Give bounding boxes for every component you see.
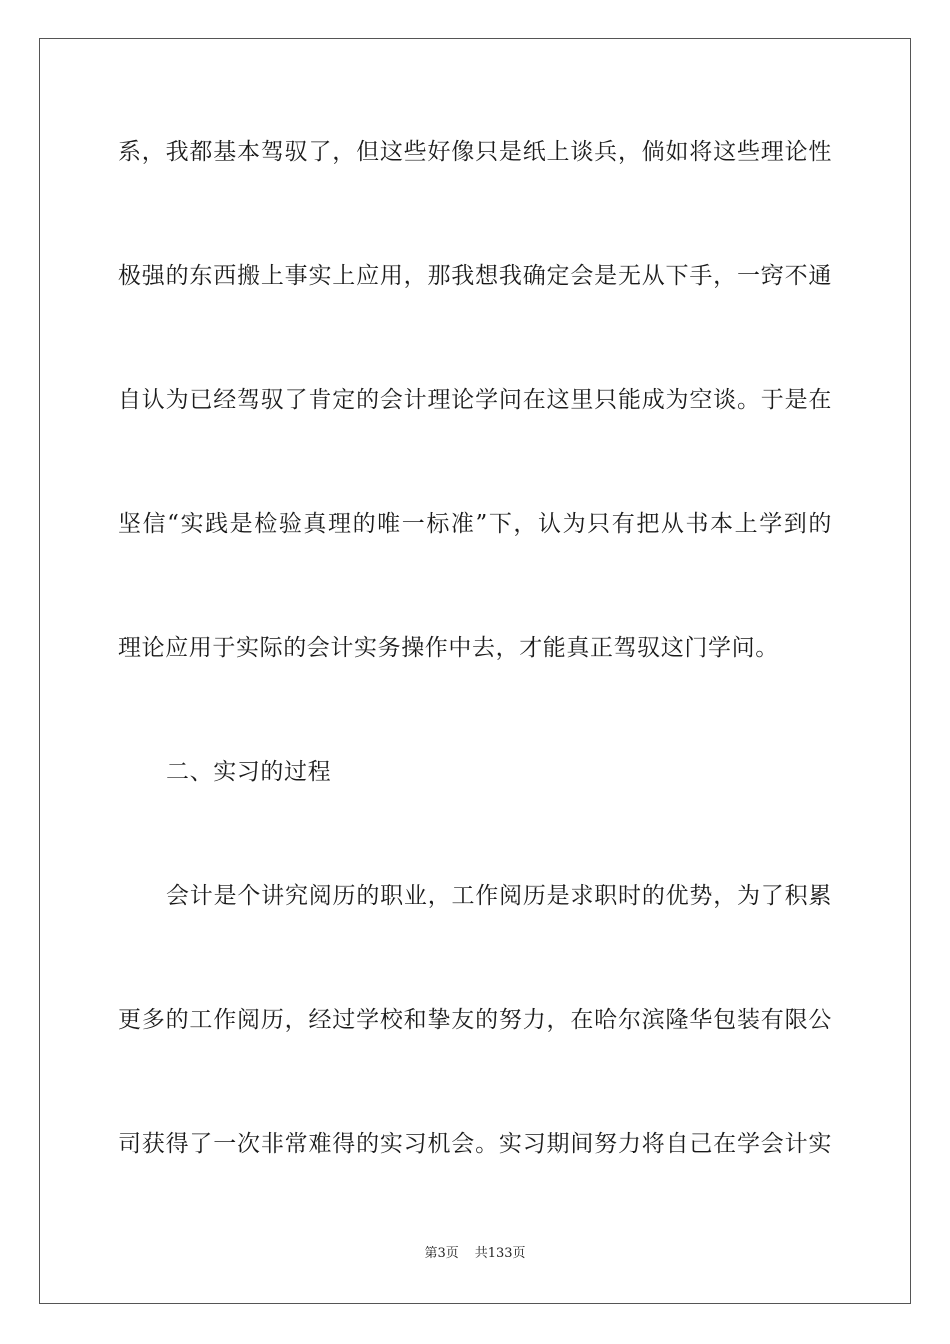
paragraph-line: 理论应用于实际的会计实务操作中去，才能真正驾驭这门学问。 xyxy=(118,635,779,661)
page-number: 第3页 xyxy=(424,1246,459,1261)
paragraph-line: 更多的工作阅历，经过学校和挚友的努力，在哈尔滨隆华包装有限公 xyxy=(118,1007,832,1033)
paragraph-line: 系，我都基本驾驭了，但这些好像只是纸上谈兵，倘如将这些理论性 xyxy=(118,139,832,165)
paragraph-line: 自认为已经驾驭了肯定的会计理论学问在这里只能成为空谈。于是在 xyxy=(118,387,832,413)
page-total: 共133页 xyxy=(474,1246,526,1261)
paragraph-line: 极强的东西搬上事实上应用，那我想我确定会是无从下手，一窍不通 xyxy=(118,263,832,289)
paragraph-line: 司获得了一次非常难得的实习机会。实习期间努力将自己在学会计实 xyxy=(118,1131,832,1157)
page-border xyxy=(39,38,911,1304)
page-footer xyxy=(0,1246,950,1262)
paragraph-line: 坚信“实践是检验真理的唯一标准”下，认为只有把从书本上学到的 xyxy=(118,511,832,537)
section-heading: 二、实习的过程 xyxy=(166,759,332,785)
paragraph-line: 会计是个讲究阅历的职业，工作阅历是求职时的优势，为了积累 xyxy=(166,883,832,909)
